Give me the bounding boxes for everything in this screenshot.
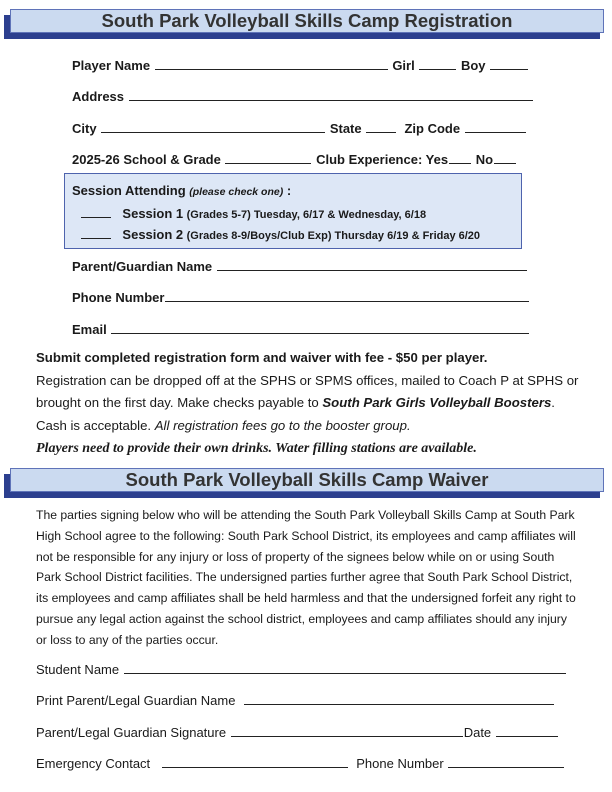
instructions-paragraph xyxy=(36,347,581,461)
school-row xyxy=(72,151,517,168)
registration-title: South Park Volleyball Skills Camp Registration xyxy=(10,9,604,33)
registration-banner xyxy=(4,9,606,39)
phone-field[interactable] xyxy=(165,289,529,302)
address-field[interactable] xyxy=(129,88,533,101)
session-2-label: Session 2 xyxy=(122,227,184,242)
waiver-banner xyxy=(4,468,606,498)
parent-label: Parent/Guardian Name xyxy=(72,259,213,274)
state-label: State xyxy=(329,121,362,136)
session-2-row xyxy=(80,226,480,242)
city-field[interactable] xyxy=(101,120,325,133)
boy-label: Boy xyxy=(460,58,486,73)
waiver-title: South Park Volleyball Skills Camp Waiver xyxy=(10,468,604,492)
city-row xyxy=(72,120,527,137)
email-row xyxy=(72,321,530,338)
student-row xyxy=(36,661,567,678)
email-label: Email xyxy=(72,322,107,337)
session-colon: : xyxy=(286,183,292,198)
boy-checkbox-field[interactable] xyxy=(490,57,528,70)
club-yes-field[interactable] xyxy=(449,151,471,164)
session-2-checkbox[interactable] xyxy=(81,226,111,239)
address-row xyxy=(72,88,534,105)
fees-text: All registration fees go to the booster group. xyxy=(154,417,411,433)
print-parent-field[interactable] xyxy=(244,692,554,705)
emergency-phone-label: Phone Number xyxy=(356,756,444,771)
print-parent-label: Print Parent/Legal Guardian Name xyxy=(36,693,236,708)
session-attending-box xyxy=(64,173,522,249)
player-name-row xyxy=(72,57,529,74)
girl-label: Girl xyxy=(392,58,415,73)
player-name-label: Player Name xyxy=(72,58,151,73)
school-grade-field[interactable] xyxy=(225,151,311,164)
parent-field[interactable] xyxy=(217,258,527,271)
session-1-detail: (Grades 5-7) Tuesday, 6/17 & Wednesday, 6/18 xyxy=(186,209,427,221)
student-label: Student Name xyxy=(36,662,120,677)
girl-checkbox-field[interactable] xyxy=(419,57,456,70)
cash-text: . Cash is acceptable. xyxy=(36,395,555,433)
dropoff-text: Registration can be dropped off at the SPHS or SPMS offices, mailed to Coach P at SPHS or brought on the first day. Make checks payable to xyxy=(36,372,579,410)
session-1-checkbox[interactable] xyxy=(81,205,111,218)
zip-label: Zip Code xyxy=(404,121,461,136)
state-field[interactable] xyxy=(366,120,396,133)
session-1-label: Session 1 xyxy=(122,206,184,221)
session-note: (please check one) xyxy=(189,186,284,198)
school-grade-label: 2025-26 School & Grade xyxy=(72,152,221,167)
submit-text: Submit completed registration form and waiver with fee - $50 per player. xyxy=(36,350,488,365)
signature-row xyxy=(36,724,559,741)
emergency-phone-field[interactable] xyxy=(448,755,564,768)
phone-label: Phone Number xyxy=(72,290,165,305)
payee-text: South Park Girls Volleyball Boosters xyxy=(322,395,552,410)
student-field[interactable] xyxy=(124,661,566,674)
session-1-row xyxy=(80,205,426,221)
session-title: Session Attending xyxy=(72,183,186,198)
waiver-body: The parties signing below who will be attending the South Park Volleyball Skills Camp at South Park High School agree to the following: South Park School District, its employees and camp affiliates will not be responsible for any injury or loss of property of the signees below while on or using South Park School District facilities. The undersigned parties further agree that South Park School District, its employees and camp affiliates shall be held harmless and that the undersigned forfeit any right to pursue any legal action against the school district, employees and camp affiliates should any injury or loss to any of the parties occur. xyxy=(36,508,576,647)
signature-label: Parent/Legal Guardian Signature xyxy=(36,725,227,740)
signature-field[interactable] xyxy=(231,724,463,737)
club-no-field[interactable] xyxy=(494,151,516,164)
zip-field[interactable] xyxy=(465,120,526,133)
session-title-row xyxy=(72,183,291,198)
club-no-label: No xyxy=(475,152,494,167)
emergency-field[interactable] xyxy=(162,755,348,768)
address-label: Address xyxy=(72,89,125,104)
parent-row xyxy=(72,258,528,275)
emergency-row xyxy=(36,755,565,772)
date-field[interactable] xyxy=(496,724,558,737)
club-yes-label: Club Experience: Yes xyxy=(316,152,449,167)
player-name-field[interactable] xyxy=(155,57,388,70)
emergency-label: Emergency Contact xyxy=(36,756,151,771)
email-field[interactable] xyxy=(111,321,529,334)
city-label: City xyxy=(72,121,97,136)
phone-row xyxy=(72,289,530,306)
date-label: Date xyxy=(463,725,492,740)
session-2-detail: (Grades 8-9/Boys/Club Exp) Thursday 6/19 & Friday 6/20 xyxy=(186,230,481,242)
print-parent-row xyxy=(36,692,555,709)
drinks-text: Players need to provide their own drinks. Water filling stations are available. xyxy=(36,441,477,456)
